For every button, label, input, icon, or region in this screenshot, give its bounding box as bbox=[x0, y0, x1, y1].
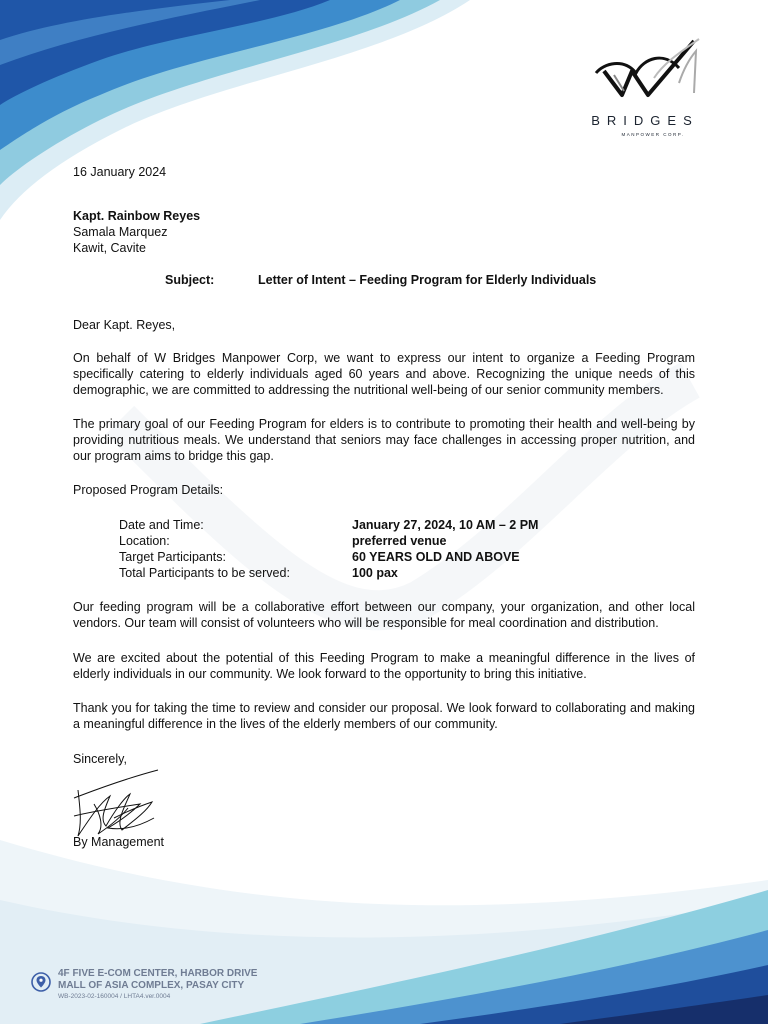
body-paragraph-3: Our feeding program will be a collaborative effort between our company, your organization, and other local vendors. Our team will consist of volunteers who will be responsible for meal coordination and distribution. bbox=[73, 600, 695, 630]
detail-label: Location: bbox=[119, 534, 170, 548]
body-paragraph-2: The primary goal of our Feeding Program for elders is to contribute to promoting their health and well-being by providing nutritious meals. We understand that seniors may face challenges in accessing proper nutrition, and our program aims to bridge this gap. bbox=[73, 417, 695, 463]
details-heading: Proposed Program Details: bbox=[73, 483, 224, 497]
footer-address-line1: 4F FIVE E-COM CENTER, HARBOR DRIVE bbox=[58, 968, 258, 979]
subject-text: Letter of Intent – Feeding Program for Elderly Individuals bbox=[258, 273, 597, 287]
location-pin-icon bbox=[31, 971, 51, 993]
body-paragraph-4: We are excited about the potential of this Feeding Program to make a meaningful difference in the lives of elderly individuals in our community. We look forward to the opportunity to bring this initiative. bbox=[73, 651, 695, 681]
subject-label: Subject: bbox=[165, 273, 215, 287]
recipient-line2: Samala Marquez bbox=[73, 225, 168, 239]
company-subtitle: MANPOWER CORP. bbox=[621, 132, 685, 137]
detail-label: Target Participants: bbox=[119, 550, 226, 564]
salutation: Dear Kapt. Reyes, bbox=[73, 318, 176, 332]
recipient-name: Kapt. Rainbow Reyes bbox=[73, 209, 201, 223]
detail-value: January 27, 2024, 10 AM – 2 PM bbox=[352, 518, 539, 532]
detail-value: preferred venue bbox=[352, 534, 447, 548]
detail-value: 60 YEARS OLD AND ABOVE bbox=[352, 550, 520, 564]
company-logo bbox=[570, 33, 720, 143]
detail-label: Total Participants to be served: bbox=[119, 566, 290, 580]
detail-value: 100 pax bbox=[352, 566, 398, 580]
bridges-logo-mark-icon bbox=[584, 33, 704, 103]
recipient-line3: Kawit, Cavite bbox=[73, 241, 146, 255]
signature-image bbox=[70, 768, 166, 840]
footer-address bbox=[31, 967, 331, 1007]
detail-label: Date and Time: bbox=[119, 518, 204, 532]
signatory: By Management bbox=[73, 835, 165, 849]
closing: Sincerely, bbox=[73, 752, 127, 766]
body-paragraph-1: On behalf of W Bridges Manpower Corp, we want to express our intent to organize a Feeding Program specifically catering to elderly individuals aged 60 years and above. Recognizing the unique needs of this demographic, we are committed to addressing the nutritional well-being of our senior community members. bbox=[73, 351, 695, 397]
body-paragraph-5: Thank you for taking the time to review and consider our proposal. We look forward to collaborating and making a meaningful difference in the lives of the elderly members of our community. bbox=[73, 701, 695, 731]
footer-address-line2: MALL OF ASIA COMPLEX, PASAY CITY bbox=[58, 980, 245, 991]
footer-document-code: WB-2023-02-160004 / LHTA4.ver.0004 bbox=[58, 993, 171, 1000]
company-name: BRIDGES bbox=[591, 113, 699, 128]
letter-date: 16 January 2024 bbox=[73, 165, 167, 179]
